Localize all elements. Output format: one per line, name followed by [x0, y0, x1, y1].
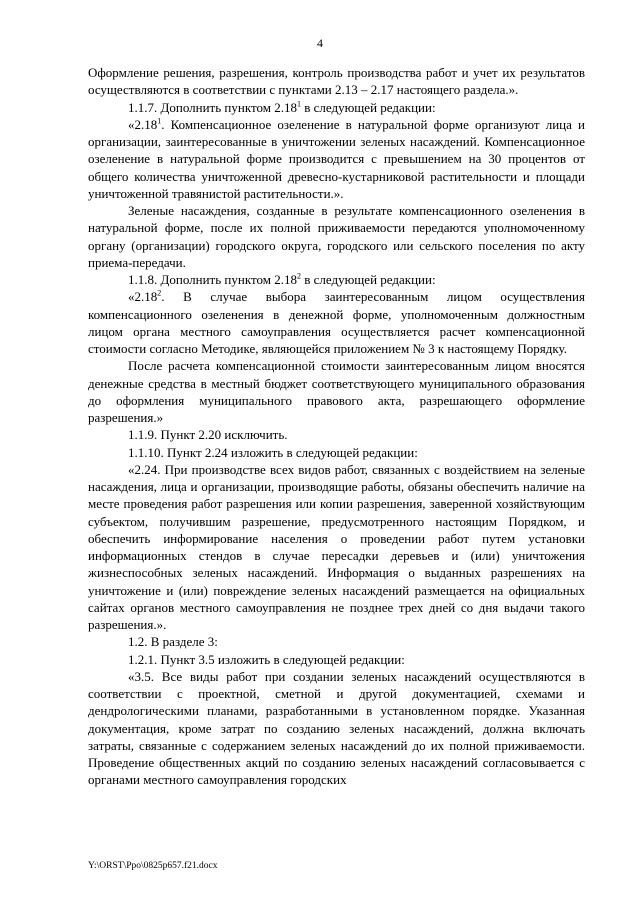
paragraph-text: Зеленые насаждения, созданные в результате компенсационного озеленения в натуральной форме, после их полной приживаемости передаются уполномоченному органу (организации) городского округа, городского или сельского поселения по акту приема-передачи.	[88, 203, 585, 270]
paragraph	[88, 668, 585, 789]
paragraph-text: 1.1.8. Дополнить пунктом 2.18	[128, 272, 297, 287]
superscript: 2	[157, 288, 162, 298]
paragraph-text: 1.1.9. Пункт 2.20 исключить.	[128, 427, 288, 443]
paragraph-text: 1.2. В разделе 3:	[128, 634, 218, 650]
paragraph-text: в следующей редакции:	[300, 272, 436, 287]
superscript: 1	[296, 99, 301, 109]
paragraph	[88, 461, 585, 634]
page-number: 4	[317, 36, 323, 50]
superscript: 2	[296, 271, 301, 281]
paragraph	[88, 357, 585, 426]
superscript: 1	[157, 116, 162, 126]
paragraph	[88, 116, 585, 202]
paragraph-text: 1.1.7. Дополнить пунктом 2.18	[128, 99, 297, 115]
paragraph-text: «3.5. Все виды работ при создании зеленых насаждений осуществляются в соответствии с проектной, сметной и другой документацией, схемами и дендрологическими планами, разработанными в установленном порядке. Указанная документация, кроме затрат по созданию зеленых насаждений, должна включать затраты, связанные с содержанием зеленых насаждений до их полной приживаемости. Проведение общественных акций по созданию зеленых насаждений согласовывается с органами местного самоуправления городских	[88, 668, 585, 788]
paragraph-text: . Компенсационное озеленение в натуральной форме организуют лица и организации, заинтересованные в уничтожении зеленых насаждений. Компенсационное озеленение в натуральной форме производится с превышением на 30 процентов от общего количества уничтоженной древесно-кустарниковой растительности и площади уничтоженной травянистой растительности.».	[88, 116, 585, 201]
paragraph-text: 1.2.1. Пункт 3.5 изложить в следующей редакции:	[128, 651, 405, 667]
file-path-footer: Y:\ORST\Ppo\0825p657.f21.docx	[88, 861, 218, 871]
paragraph	[88, 64, 585, 99]
paragraph-text: . В случае выбора заинтересованным лицом осуществления компенсационного озеленения в денежной форме, уполномоченным должностным лицом органа местного самоуправления осуществляется расчет компенсационной стоимости согласно Методике, являющейся приложением № 3 к настоящему Порядку.	[88, 289, 585, 356]
paragraph-text: 1.1.10. Пункт 2.24 изложить в следующей редакции:	[128, 444, 418, 460]
paragraph-text: «2.18	[128, 289, 158, 305]
paragraph-text: Оформление решения, разрешения, контроль производства работ и учет их результатов осуществляются в соответствии с пунктами 2.13 – 2.17 настоящего раздела.».	[88, 65, 585, 98]
paragraph-text: «2.18	[128, 116, 158, 132]
paragraph	[88, 202, 585, 271]
paragraph	[88, 288, 585, 357]
paragraph	[88, 426, 585, 443]
paragraph	[88, 99, 585, 116]
paragraph	[88, 444, 585, 461]
document-body	[88, 64, 585, 789]
paragraph	[88, 633, 585, 650]
paragraph	[88, 651, 585, 668]
paragraph-text: «2.24. При производстве всех видов работ, связанных с воздействием на зеленые насаждения, лица и организации, производящие работы, обязаны обеспечить наличие на месте проведения работ разрешения или копии разрешения, заверенной хозяйствующим субъектом, получившим разрешение, предусмотренного настоящим Порядком, и обеспечить информирование населения о проведении работ путем установки информационных стендов в случае пересадки деревьев и (или) уничтожения жизнеспособных зеленых насаждений. Информация о выданных разрешениях на уничтожение и (или) повреждение зеленых насаждений размещается на официальных сайтах органов местного самоуправления не позднее трех дней со дня выдачи такого разрешения.».	[88, 461, 585, 632]
paragraph-text: в следующей редакции:	[300, 99, 436, 115]
paragraph	[88, 271, 585, 288]
paragraph-text: После расчета компенсационной стоимости заинтересованным лицом вносятся денежные средства в местный бюджет соответствующего муниципального образования до оформления муниципального правового акта, разрешающего оформление разрешения.»	[88, 358, 585, 425]
